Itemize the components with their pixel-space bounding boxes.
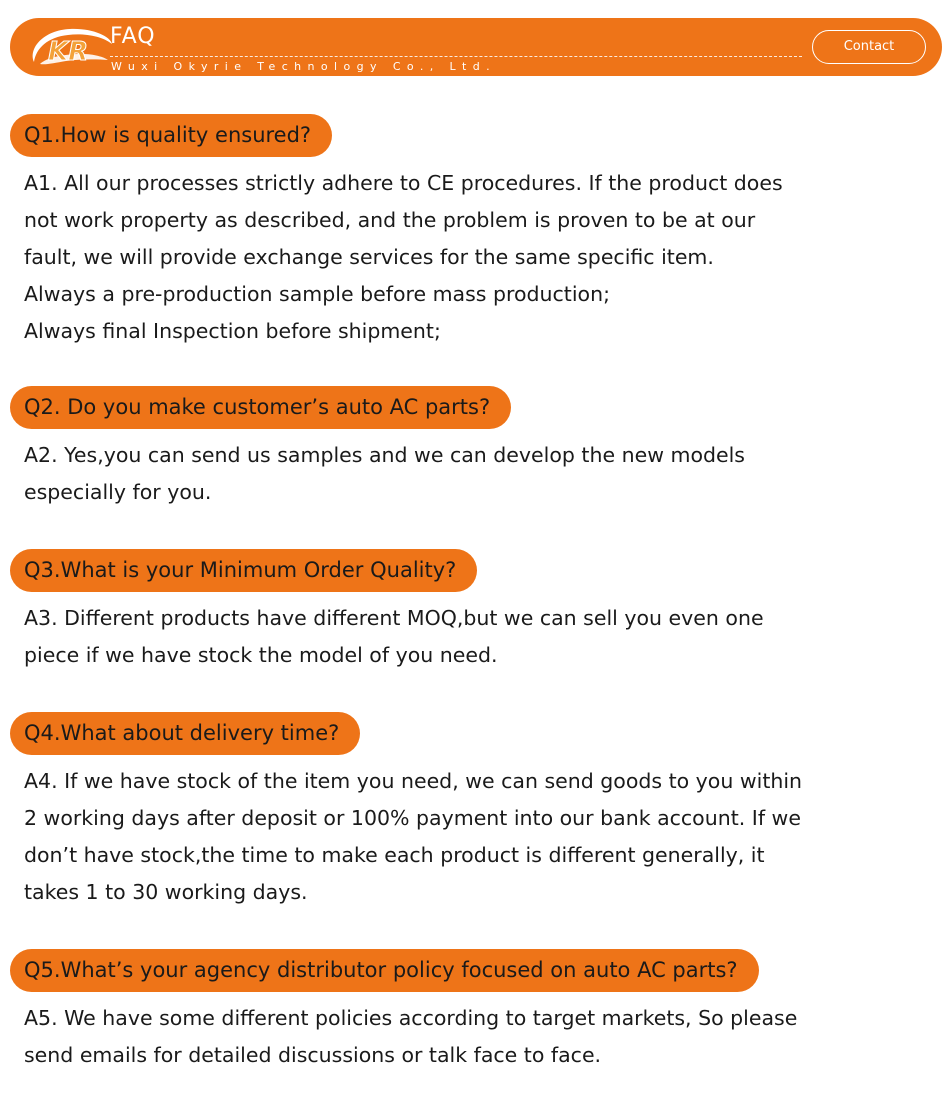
answer-line: Always a pre-production sample before mass production; bbox=[24, 282, 610, 306]
faq-item-1 bbox=[10, 114, 940, 350]
faq-item-5 bbox=[10, 949, 940, 1074]
answer-line: A4. If we have stock of the item you need, we can send goods to you within bbox=[24, 769, 803, 793]
company-logo bbox=[22, 24, 116, 70]
contact-button[interactable]: Contact bbox=[812, 30, 926, 64]
faq-item-2 bbox=[10, 386, 940, 511]
answer-line: A5. We have some different policies according to target markets, So please bbox=[24, 1006, 798, 1030]
answer-line: don’t have stock,the time to make each product is different generally, it bbox=[24, 843, 765, 867]
answer-line: A3. Different products have different MOQ,but we can sell you even one bbox=[24, 606, 764, 630]
answer-line: piece if we have stock the model of you need. bbox=[24, 643, 498, 667]
header-divider bbox=[110, 56, 802, 57]
faq-question: Q2. Do you make customer’s auto AC parts? bbox=[10, 386, 511, 429]
answer-line: A1. All our processes strictly adhere to CE procedures. If the product does bbox=[24, 171, 783, 195]
answer-line: not work property as described, and the problem is proven to be at our bbox=[24, 208, 756, 232]
answer-line: takes 1 to 30 working days. bbox=[24, 880, 308, 904]
faq-answer bbox=[24, 1000, 924, 1074]
faq-item-3 bbox=[10, 549, 940, 674]
faq-item-4 bbox=[10, 712, 940, 911]
answer-line: 2 working days after deposit or 100% payment into our bank account. If we bbox=[24, 806, 801, 830]
answer-line: Always final Inspection before shipment; bbox=[24, 319, 441, 343]
faq-question: Q5.What’s your agency distributor policy focused on auto AC parts? bbox=[10, 949, 759, 992]
faq-answer bbox=[24, 763, 924, 911]
answer-line: send emails for detailed discussions or talk face to face. bbox=[24, 1043, 602, 1067]
header-banner bbox=[10, 18, 942, 76]
answer-line: fault, we will provide exchange services for the same specific item. bbox=[24, 245, 714, 269]
faq-question: Q3.What is your Minimum Order Quality? bbox=[10, 549, 477, 592]
company-name: Wuxi Okyrie Technology Co., Ltd. bbox=[111, 60, 497, 73]
faq-answer bbox=[24, 600, 924, 674]
svg-text:KR: KR bbox=[48, 37, 89, 67]
faq-question: Q1.How is quality ensured? bbox=[10, 114, 332, 157]
page-title: FAQ bbox=[110, 24, 156, 49]
answer-line: especially for you. bbox=[24, 480, 212, 504]
faq-answer bbox=[24, 165, 924, 350]
faq-answer bbox=[24, 437, 924, 511]
faq-question: Q4.What about delivery time? bbox=[10, 712, 360, 755]
answer-line: A2. Yes,you can send us samples and we can develop the new models bbox=[24, 443, 745, 467]
